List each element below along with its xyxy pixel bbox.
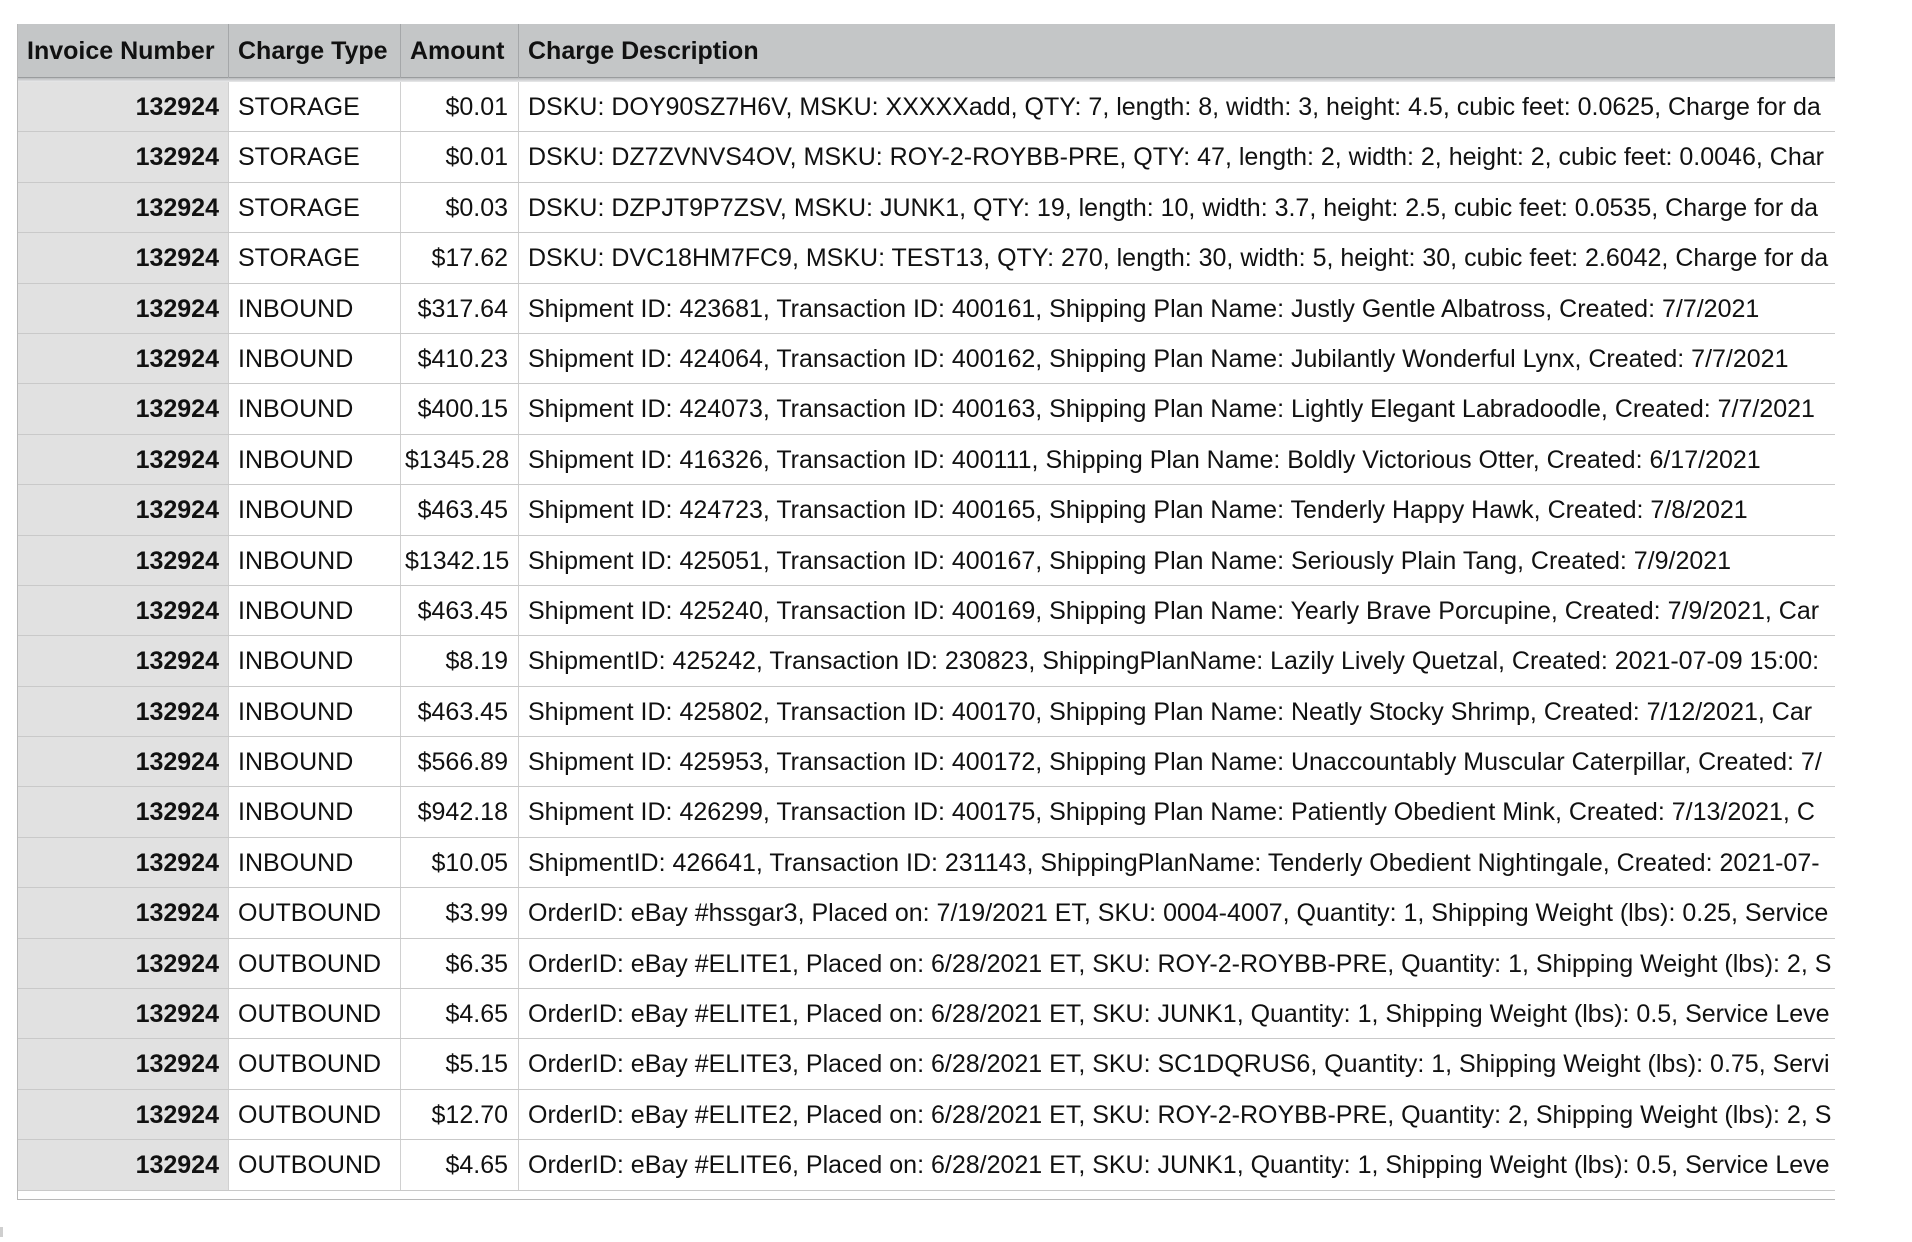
table-row[interactable] [18,435,1835,485]
table-row[interactable] [18,787,1835,837]
charge-type-cell[interactable]: INBOUND [229,485,401,534]
invoice-number-cell[interactable]: 132924 [18,233,229,282]
invoice-number-cell[interactable]: 132924 [18,737,229,786]
charge-description-cell[interactable]: Shipment ID: 424723, Transaction ID: 400165, Shipping Plan Name: Tenderly Happy Hawk, Created: 7/8/2021 [519,485,1835,534]
invoice-number-cell[interactable]: 132924 [18,82,229,131]
table-row[interactable] [18,1039,1835,1089]
invoice-number-cell[interactable]: 132924 [18,334,229,383]
table-row[interactable] [18,183,1835,233]
table-row[interactable] [18,687,1835,737]
charge-description-cell[interactable]: Shipment ID: 424064, Transaction ID: 400162, Shipping Plan Name: Jubilantly Wonderful Lynx, Created: 7/7/2021 [519,334,1835,383]
amount-cell[interactable]: $566.89 [401,737,519,786]
amount-cell[interactable]: $0.01 [401,82,519,131]
charge-description-cell[interactable]: OrderID: eBay #ELITE1, Placed on: 6/28/2021 ET, SKU: ROY-2-ROYBB-PRE, Quantity: 1, Shipping Weight (lbs): 2, S [519,939,1835,988]
amount-cell[interactable]: $8.19 [401,636,519,685]
charge-type-cell[interactable]: OUTBOUND [229,1090,401,1139]
charge-type-cell[interactable]: INBOUND [229,838,401,887]
table-row[interactable] [18,536,1835,586]
charge-type-cell[interactable]: OUTBOUND [229,989,401,1038]
charge-type-cell[interactable]: INBOUND [229,687,401,736]
charge-type-cell[interactable]: INBOUND [229,384,401,433]
charge-type-cell[interactable]: STORAGE [229,233,401,282]
charge-description-cell[interactable]: Shipment ID: 426299, Transaction ID: 400175, Shipping Plan Name: Patiently Obedient Mink, Created: 7/13/2021, C [519,787,1835,836]
charge-description-cell[interactable]: Shipment ID: 425051, Transaction ID: 400167, Shipping Plan Name: Seriously Plain Tang, Created: 7/9/2021 [519,536,1835,585]
column-header-amount[interactable]: Amount [401,24,519,78]
charge-description-cell[interactable]: Shipment ID: 425802, Transaction ID: 400170, Shipping Plan Name: Neatly Stocky Shrimp, Created: 7/12/2021, Car [519,687,1835,736]
amount-cell[interactable]: $4.65 [401,989,519,1038]
amount-cell[interactable]: $4.65 [401,1140,519,1189]
charge-description-cell[interactable]: Shipment ID: 416326, Transaction ID: 400111, Shipping Plan Name: Boldly Victorious Otter, Created: 6/17/2021 [519,435,1835,484]
amount-cell[interactable]: $463.45 [401,687,519,736]
table-row[interactable] [18,1140,1835,1190]
table-row[interactable] [18,384,1835,434]
amount-cell[interactable]: $5.15 [401,1039,519,1088]
column-header-charge-type[interactable]: Charge Type [229,24,401,78]
invoice-number-cell[interactable]: 132924 [18,536,229,585]
table-row[interactable] [18,82,1835,132]
amount-cell[interactable]: $0.01 [401,132,519,181]
amount-cell[interactable]: $1342.15 [401,536,519,585]
charge-type-cell[interactable]: OUTBOUND [229,1039,401,1088]
table-row[interactable] [18,132,1835,182]
table-row[interactable] [18,989,1835,1039]
charge-description-cell[interactable]: Shipment ID: 423681, Transaction ID: 400161, Shipping Plan Name: Justly Gentle Albatross, Created: 7/7/2021 [519,284,1835,333]
charge-description-cell[interactable]: OrderID: eBay #hssgar3, Placed on: 7/19/2021 ET, SKU: 0004-4007, Quantity: 1, Shipping Weight (lbs): 0.25, Service [519,888,1835,937]
amount-cell[interactable]: $317.64 [401,284,519,333]
charge-type-cell[interactable]: INBOUND [229,636,401,685]
charge-description-cell[interactable]: DSKU: DVC18HM7FC9, MSKU: TEST13, QTY: 270, length: 30, width: 5, height: 30, cubic feet: 2.6042, Charge for da [519,233,1835,282]
charge-type-cell[interactable]: STORAGE [229,183,401,232]
invoice-number-cell[interactable]: 132924 [18,586,229,635]
charge-type-cell[interactable]: INBOUND [229,737,401,786]
amount-cell[interactable]: $400.15 [401,384,519,433]
invoice-number-cell[interactable]: 132924 [18,284,229,333]
invoice-number-cell[interactable]: 132924 [18,183,229,232]
invoice-number-cell[interactable]: 132924 [18,485,229,534]
table-row[interactable] [18,485,1835,535]
invoice-number-cell[interactable]: 132924 [18,687,229,736]
charge-type-cell[interactable]: OUTBOUND [229,1140,401,1189]
charge-description-cell[interactable]: DSKU: DZPJT9P7ZSV, MSKU: JUNK1, QTY: 19, length: 10, width: 3.7, height: 2.5, cubic feet: 0.0535, Charge for da [519,183,1835,232]
invoice-number-cell[interactable]: 132924 [18,888,229,937]
charge-type-cell[interactable]: INBOUND [229,536,401,585]
charge-type-cell[interactable]: STORAGE [229,132,401,181]
table-row[interactable] [18,838,1835,888]
charge-description-cell[interactable]: Shipment ID: 424073, Transaction ID: 400163, Shipping Plan Name: Lightly Elegant Labradoodle, Created: 7/7/2021 [519,384,1835,433]
charge-type-cell[interactable]: INBOUND [229,284,401,333]
amount-cell[interactable]: $942.18 [401,787,519,836]
charge-description-cell[interactable]: OrderID: eBay #ELITE6, Placed on: 6/28/2021 ET, SKU: JUNK1, Quantity: 1, Shipping Weight (lbs): 0.5, Service Leve [519,1140,1835,1189]
amount-cell[interactable]: $0.03 [401,183,519,232]
charge-type-cell[interactable]: INBOUND [229,586,401,635]
charge-type-cell[interactable]: OUTBOUND [229,939,401,988]
invoice-number-cell[interactable]: 132924 [18,838,229,887]
table-row[interactable] [18,586,1835,636]
amount-cell[interactable]: $463.45 [401,586,519,635]
amount-cell[interactable]: $17.62 [401,233,519,282]
invoice-number-cell[interactable]: 132924 [18,1039,229,1088]
table-row[interactable] [18,334,1835,384]
charge-description-cell[interactable]: ShipmentID: 426641, Transaction ID: 231143, ShippingPlanName: Tenderly Obedient Nightingale, Created: 2021-07- [519,838,1835,887]
column-header-charge-description[interactable]: Charge Description [528,37,759,65]
table-row[interactable] [18,636,1835,686]
table-row[interactable] [18,737,1835,787]
invoice-number-cell[interactable]: 132924 [18,435,229,484]
charge-description-cell[interactable]: OrderID: eBay #ELITE3, Placed on: 6/28/2021 ET, SKU: SC1DQRUS6, Quantity: 1, Shipping Weight (lbs): 0.75, Servi [519,1039,1835,1088]
window-edge-marker [0,1227,3,1237]
invoice-number-cell[interactable]: 132924 [18,636,229,685]
charge-type-cell[interactable]: STORAGE [229,82,401,131]
charge-description-cell[interactable]: OrderID: eBay #ELITE2, Placed on: 6/28/2021 ET, SKU: ROY-2-ROYBB-PRE, Quantity: 2, Shipping Weight (lbs): 2, S [519,1090,1835,1139]
amount-cell[interactable]: $3.99 [401,888,519,937]
invoice-number-cell[interactable]: 132924 [18,1140,229,1189]
table-body [18,82,1835,1191]
invoice-number-cell[interactable]: 132924 [18,132,229,181]
charge-type-cell[interactable]: INBOUND [229,787,401,836]
table-row[interactable] [18,233,1835,283]
column-header-invoice-number[interactable]: Invoice Number [18,24,229,78]
charge-type-cell[interactable]: INBOUND [229,334,401,383]
table-header-row [18,24,1835,78]
amount-cell[interactable]: $6.35 [401,939,519,988]
charge-description-cell[interactable]: OrderID: eBay #ELITE1, Placed on: 6/28/2021 ET, SKU: JUNK1, Quantity: 1, Shipping Weight (lbs): 0.5, Service Leve [519,989,1835,1038]
charge-description-cell[interactable]: DSKU: DOY90SZ7H6V, MSKU: XXXXXadd, QTY: 7, length: 8, width: 3, height: 4.5, cubic feet: 0.0625, Charge for da [519,82,1835,131]
amount-cell[interactable]: $12.70 [401,1090,519,1139]
amount-cell[interactable]: $463.45 [401,485,519,534]
table-row[interactable] [18,1090,1835,1140]
invoice-number-cell[interactable]: 132924 [18,384,229,433]
invoice-number-cell[interactable]: 132924 [18,939,229,988]
invoice-number-cell[interactable]: 132924 [18,989,229,1038]
amount-cell[interactable]: $410.23 [401,334,519,383]
charge-type-cell[interactable]: INBOUND [229,435,401,484]
table-row[interactable] [18,939,1835,989]
charge-description-cell[interactable]: Shipment ID: 425953, Transaction ID: 400172, Shipping Plan Name: Unaccountably Muscular Caterpillar, Created: 7/ [519,737,1835,786]
amount-cell[interactable]: $1345.28 [401,435,519,484]
amount-cell[interactable]: $10.05 [401,838,519,887]
table-row[interactable] [18,888,1835,938]
charge-type-cell[interactable]: OUTBOUND [229,888,401,937]
charge-description-cell[interactable]: DSKU: DZ7ZVNVS4OV, MSKU: ROY-2-ROYBB-PRE, QTY: 47, length: 2, width: 2, height: 2, cubic feet: 0.0046, Char [519,132,1835,181]
spreadsheet-table [17,24,1835,1200]
invoice-number-cell[interactable]: 132924 [18,787,229,836]
charge-description-cell[interactable]: ShipmentID: 425242, Transaction ID: 230823, ShippingPlanName: Lazily Lively Quetzal, Created: 2021-07-09 15:00: [519,636,1835,685]
charge-description-cell[interactable]: Shipment ID: 425240, Transaction ID: 400169, Shipping Plan Name: Yearly Brave Porcupine, Created: 7/9/2021, Car [519,586,1835,635]
table-row[interactable] [18,284,1835,334]
invoice-number-cell[interactable]: 132924 [18,1090,229,1139]
